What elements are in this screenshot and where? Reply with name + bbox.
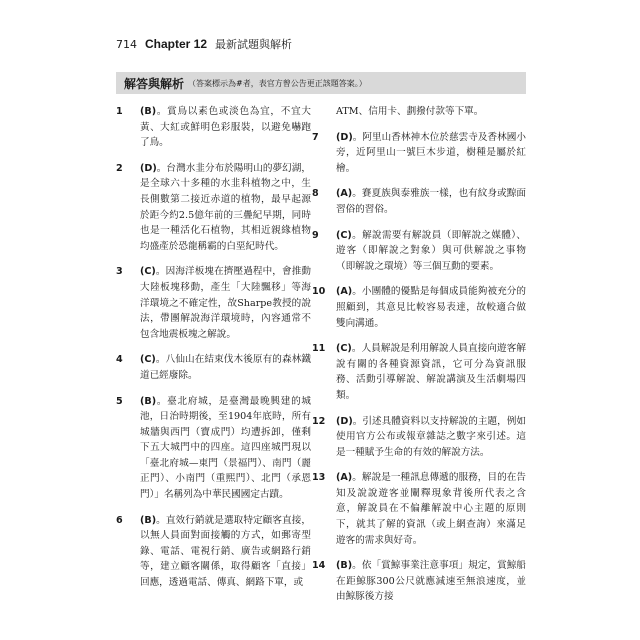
item-text [140, 104, 311, 151]
item-text [336, 558, 526, 605]
right-column [312, 104, 526, 615]
continued-text: ATM、信用卡、劃撥付款等下單。 [336, 106, 484, 117]
answer-item-14 [312, 558, 526, 605]
answer-item-6 [116, 513, 311, 591]
answer-key: (C) [336, 343, 352, 355]
answer-key: (D) [140, 162, 157, 174]
item-text [140, 394, 311, 503]
answer-key: (C) [336, 229, 352, 241]
section-title: 解答與解析 [124, 76, 185, 91]
explanation: 。因海洋板塊在擠壓過程中，會推動大陸板塊移動，產生「大陸飄移」等海洋環境之不確定性，故Sharpe教授的說法，帶團解說海洋環境時，內容通常不包含地震板塊之解說。 [140, 266, 311, 340]
chapter-label: Chapter 12 [145, 37, 208, 51]
answer-key: (D) [336, 131, 353, 143]
explanation: 。直效行銷就是選取特定顧客直接，以無人員面對面接觸的方式，如郵寄型錄、電話、電視行銷、廣告或網路行銷等，建立顧客關係，取得顧客「直接」回應，透過電話、傳真、網路下單，或 [140, 514, 311, 589]
explanation: 。臺北府城，是臺灣最晚興建的城池，日治時期後，至1904年底時，所有城牆與西門（寶成門）均遭拆卸，僅剩下五大城門中的四座。這四座城門現以「臺北府城—東門（景福門）、南門（麗正門）、小南門（重熙門）、北門（承恩門）」名稱列為中華民國國定古蹟。 [140, 395, 311, 501]
answer-item-9 [312, 228, 526, 275]
item-text [336, 284, 526, 331]
answer-key: (C) [140, 266, 156, 278]
answer-item-7 [312, 130, 526, 177]
answer-key: (B) [140, 514, 157, 526]
item-text [336, 414, 526, 461]
answer-item-10 [312, 284, 526, 331]
item-text [336, 228, 526, 275]
item-number: 11 [312, 343, 326, 355]
answer-item-11 [312, 341, 526, 403]
item-text [336, 130, 526, 177]
item-number: 4 [116, 354, 123, 366]
answer-item-8 [312, 186, 526, 217]
item-text [336, 470, 526, 548]
explanation: 。台灣水韭分布於陽明山的夢幻湖，是全球六十多種的水韭科植物之中，生長側數第二接近赤道的植物，最早起源於距今約2.5億年前的三疊紀早期，同時也是一種活化石植物，其相近親緣植物均盛產於恐龍稱霸的白堊紀時代。 [140, 162, 311, 252]
item-number: 10 [312, 286, 326, 298]
answer-key: (A) [336, 472, 353, 484]
item-text [336, 341, 526, 403]
answer-item-12 [312, 414, 526, 461]
page-number: 714 [116, 38, 137, 51]
explanation: 。阿里山香林神木位於慈雲寺及香林國小旁，近阿里山一號巨木步道，樹種是屬於紅檜。 [336, 131, 526, 174]
item-number: 5 [116, 395, 123, 407]
item-number: 13 [312, 472, 326, 484]
answer-key: (B) [140, 106, 157, 117]
item-number: 2 [116, 162, 123, 174]
item-number: 14 [312, 560, 326, 572]
answer-key: (A) [336, 188, 353, 200]
explanation: 。賽夏族與泰雅族一樣，也有紋身或黥面習俗的習俗。 [336, 188, 526, 215]
explanation: 。依「賞鯨事業注意事項」規定，賞鯨船在距鯨豚300公尺就應減速至無浪速度，並由鯨豚後方接 [336, 560, 526, 603]
item-text [140, 264, 311, 342]
item-number: 12 [312, 415, 326, 427]
answer-item-3 [116, 264, 311, 342]
explanation: 。小團體的優點是每個成員能夠被充分的照顧到，其意見比較容易表達，故較適合做雙向溝通。 [336, 286, 526, 329]
section-banner [116, 72, 526, 94]
answer-key: (D) [336, 415, 353, 427]
item-text [140, 161, 311, 255]
explanation: 。解說需要有解說員（即解說之媒體）、遊客（即解說之對象）與可供解說之事物（即解說之環境）等三個互動的要素。 [336, 229, 526, 272]
item-number: 6 [116, 514, 123, 526]
answer-item-5 [116, 394, 311, 503]
answer-item-4 [116, 352, 311, 383]
left-column [116, 104, 311, 601]
explanation: 。賞鳥以素色或淡色為宜，不宜大黃、大紅或鮮明色彩服裝，以避免嚇跑了鳥。 [140, 106, 311, 149]
section-note: （答案標示為#者，表官方曾公告更正該題答案。） [188, 78, 367, 88]
item-text [140, 352, 311, 383]
item-number: 7 [312, 131, 319, 143]
item-number: 3 [116, 266, 123, 278]
explanation: 。八仙山在結束伐木後原有的森林鐵道已經廢除。 [140, 354, 311, 381]
item-text [140, 513, 311, 591]
explanation: 。人員解說是利用解說人員直接向遊客解說有關的各種資源資訊，它可分為資訊服務、活動引導解說、解說講演及生活劇場四類。 [336, 343, 526, 401]
item-text [336, 186, 526, 217]
item-number: 8 [312, 188, 319, 200]
answer-item-2 [116, 161, 311, 255]
answer-key: (B) [140, 395, 157, 407]
explanation: 。解說是一種訊息傳遞的服務，目的在告知及說說遊客並闡釋現象背後所代表之含意，解說員在不偏離解說中心主題的原則下，就其了解的資訊（或上網查詢）來滿足遊客的需求與好奇。 [336, 472, 526, 546]
answer-key: (C) [140, 354, 156, 366]
item-number: 1 [116, 106, 123, 117]
chapter-title: 最新試題與解析 [215, 38, 293, 51]
answer-item-13 [312, 470, 526, 548]
answer-item-1 [116, 104, 311, 151]
answer-key: (B) [336, 560, 353, 572]
explanation: 。引述具體資料以支持解說的主題，例如使用官方公布或報章雜誌之數字來引述。這是一種賦予生命的有效的解說方法。 [336, 415, 526, 458]
item-number: 9 [312, 229, 319, 241]
running-header [116, 36, 536, 58]
answer-key: (A) [336, 286, 353, 298]
